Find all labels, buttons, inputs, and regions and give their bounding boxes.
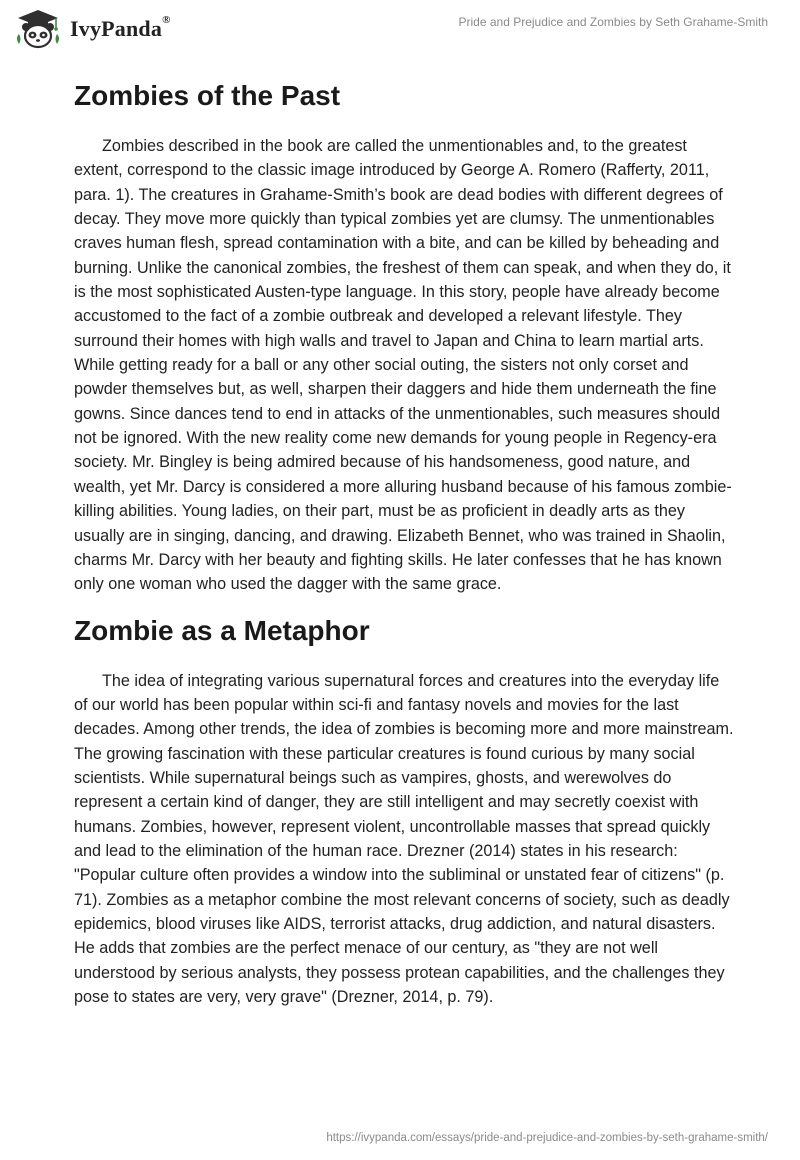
section-paragraph: Zombies described in the book are called the unmentionables and, to the greatest extent, correspond to the classic image introduced by George A. Romero (Rafferty, 2011, para. 1). The creatures in Grahame-Smith’s book are dead bodies with different degrees of decay. They move more quickly than typical zombies yet are clumsy. The unmentionables craves human flesh, spread contamination with a bite, and can be killed by beheading and burning. Unlike the canonical zombies, the freshest of them can speak, and when they do, it is the most sophisticated Austen-type language. In this story, people have already become accustomed to the fact of a zombie outbreak and developed a relevant lifestyle. They surround their homes with high walls and travel to Japan and China to learn martial arts. While getting ready for a ball or any other social outing, the sisters not only corset and powder themselves but, as well, sharpen their daggers and hide them underneath the fine gowns. Since dances tend to end in attacks of the unmentionables, such measures should not be ignored. With the new reality come new demands for young people in Regency-era society. Mr. Bingley is being admired because of his handsomeness, good nature, and wealth, yet Mr. Darcy is considered a more alluring husband because of his famous zombie-killing abilities. Young ladies, on their part, must be as proficient in deadly arts as they usually are in singing, dancing, and drawing. Elizabeth Bennet, who was trained in Shaolin, charms Mr. Darcy with her beauty and fighting skills. He later confesses that he has known only one woman who used the dagger with the same grace. [74, 137, 732, 594]
section-heading: Zombie as a Metaphor [74, 614, 370, 646]
article-body [74, 70, 734, 1009]
panda-graduate-icon [14, 8, 62, 50]
section-heading: Zombies of the Past [74, 80, 341, 111]
document-title: Pride and Prejudice and Zombies by Seth Grahame-Smith [458, 15, 768, 29]
section-paragraph: The idea of integrating various supernatural forces and creatures into the everyday life of our world has been popular within sci-fi and fantasy novels and movies for the last decades. Among other trends, the idea of zombies is becoming more and more mainstream. The growing fascination with these particular creatures is found curious by many social scientists. While supernatural beings such as vampires, ghosts, and werewolves do represent a certain kind of danger, they are still intelligent and may secretly coexist with humans. Zombies, however, represent violent, uncontrollable masses that spread quickly and lead to the elimination of the human race. Drezner (2014) states in his research: "Popular culture often provides a window into the subliminal or unstated fear of citizens" (p. 71). Zombies as a metaphor combine the most relevant concerns of society, such as deadly epidemics, blood viruses like AIDS, terrorist attacks, drug addiction, and natural disasters. He adds that zombies are the perfect menace of our century, as "they are not well understood by serious analysts, they possess protean capabilities, and the challenges they pose to states are very, very grave" (Drezner, 2014, p. 79). [74, 671, 734, 1006]
page-header [0, 0, 800, 60]
brand-name: IvyPanda® [70, 14, 171, 41]
brand-logo[interactable] [14, 8, 171, 50]
source-url[interactable]: https://ivypanda.com/essays/pride-and-prejudice-and-zombies-by-seth-grahame-smith/ [326, 1132, 768, 1144]
